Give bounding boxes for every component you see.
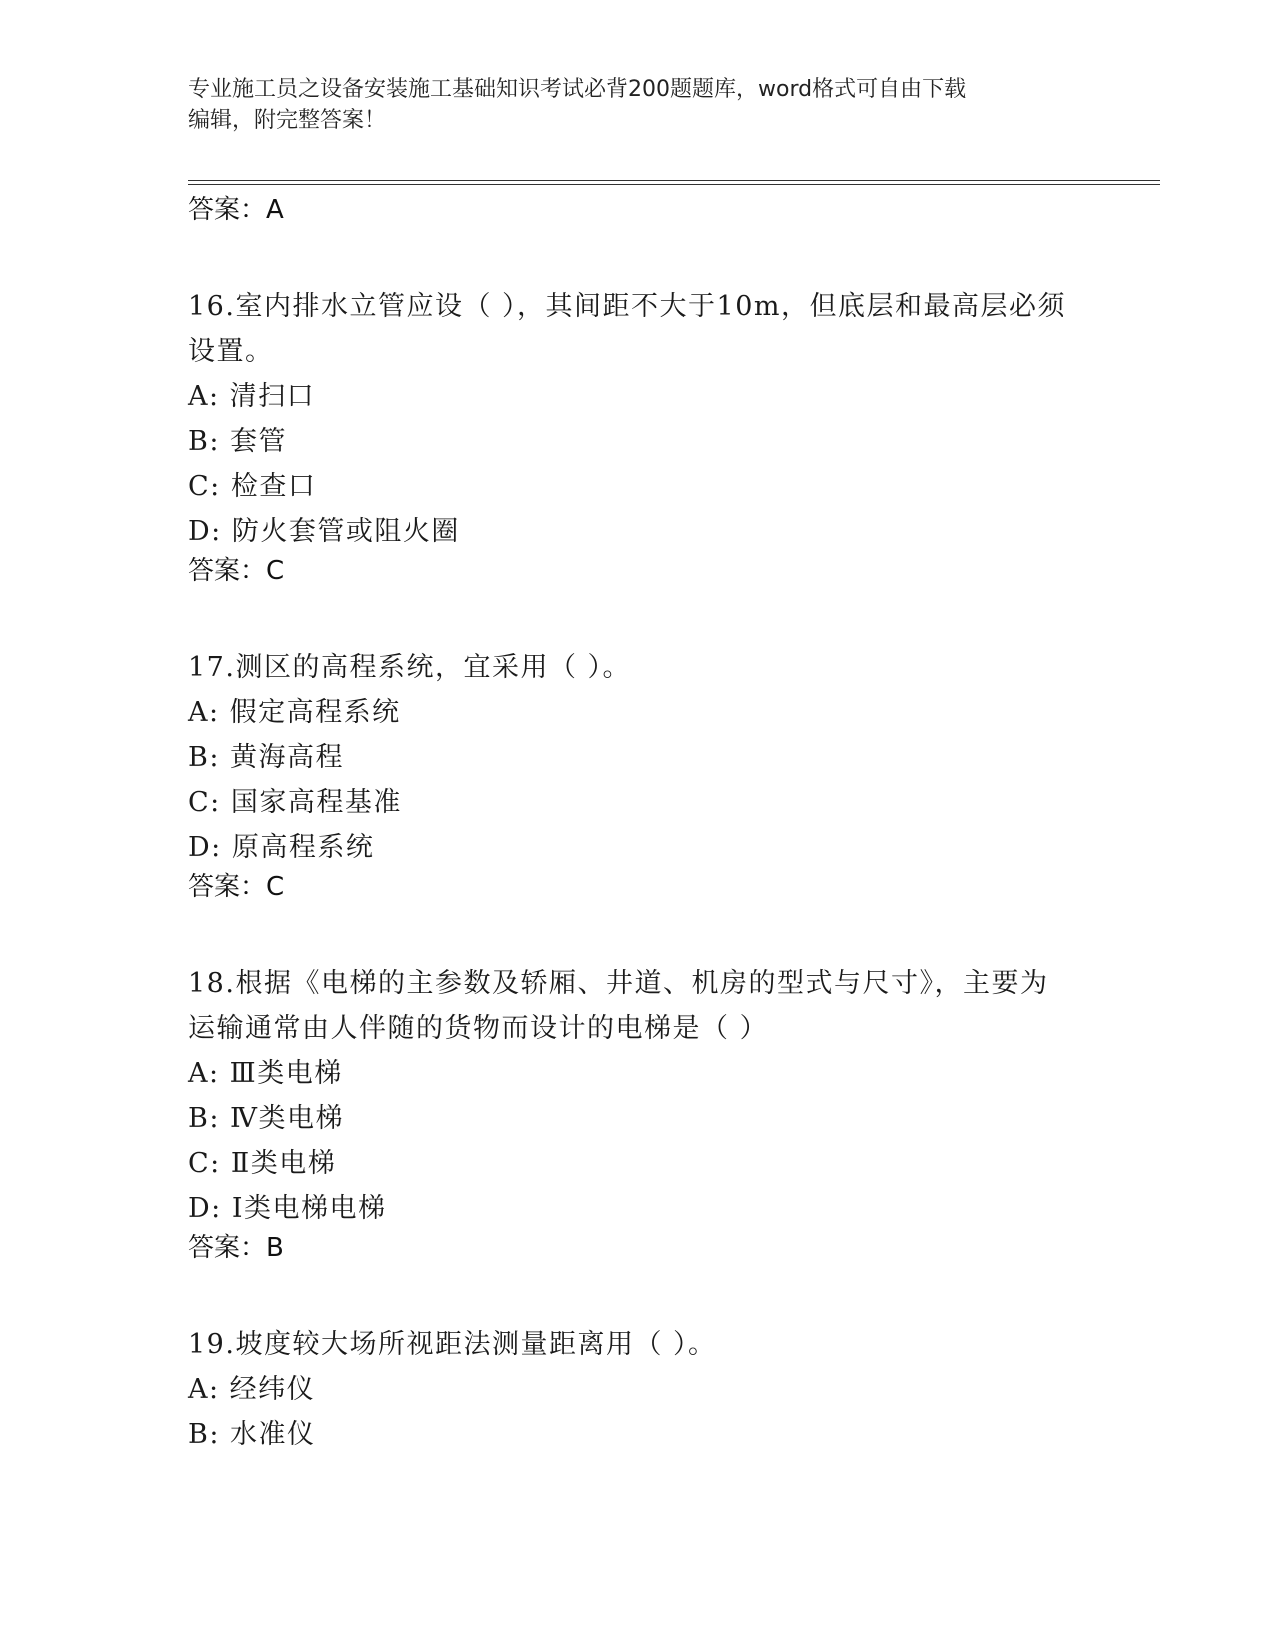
option-d: D: 原高程系统	[188, 832, 375, 863]
question-item-17	[188, 645, 1088, 904]
page-header	[188, 74, 1088, 136]
option-a: A: 经纬仪	[188, 1374, 316, 1405]
option-a: A: 清扫口	[188, 381, 316, 412]
question-stem: 17.测区的高程系统，宜采用（ ）。	[188, 652, 632, 683]
header-title-line-2: 编辑，附完整答案！	[188, 108, 387, 133]
header-divider-top	[188, 180, 1160, 181]
question-item-16	[188, 284, 1088, 588]
header-title-line-1: 专业施工员之设备安装施工基础知识考试必背200题题库，word格式可自由下载	[188, 77, 967, 102]
option-b: B: 黄海高程	[188, 742, 345, 773]
answer-line: 答案：B	[188, 1233, 284, 1263]
option-b: B: 套管	[188, 426, 288, 457]
option-a: A: 假定高程系统	[188, 697, 401, 728]
question-item-19	[188, 1322, 1088, 1457]
question-stem: 18.根据《电梯的主参数及轿厢、井道、机房的型式与尺寸》，主要为	[188, 968, 1049, 999]
option-c: C: 国家高程基准	[188, 787, 402, 818]
option-d: D: 防火套管或阻火圈	[188, 516, 460, 547]
answer-line: 答案：A	[188, 195, 284, 225]
option-d: D: Ⅰ类电梯电梯	[188, 1193, 387, 1224]
option-b: B: 水准仪	[188, 1419, 316, 1450]
question-stem: 19.坡度较大场所视距法测量距离用（ ）。	[188, 1329, 717, 1360]
option-c: C: Ⅱ类电梯	[188, 1148, 337, 1179]
answer-line: 答案：C	[188, 872, 285, 902]
option-c: C: 检查口	[188, 471, 317, 502]
option-b: B: Ⅳ类电梯	[188, 1103, 344, 1134]
question-stem: 16.室内排水立管应设（ ），其间距不大于10m，但底层和最高层必须	[188, 291, 1066, 322]
answer-line: 答案：C	[188, 556, 285, 586]
question-stem-continued: 设置。	[188, 336, 274, 367]
question-list	[188, 193, 1088, 1457]
option-a: A: Ⅲ类电梯	[188, 1058, 343, 1089]
header-divider-bottom	[188, 184, 1160, 185]
question-stem-continued: 运输通常由人伴随的货物而设计的电梯是（ ）	[188, 1013, 769, 1044]
question-item-18	[188, 961, 1088, 1265]
